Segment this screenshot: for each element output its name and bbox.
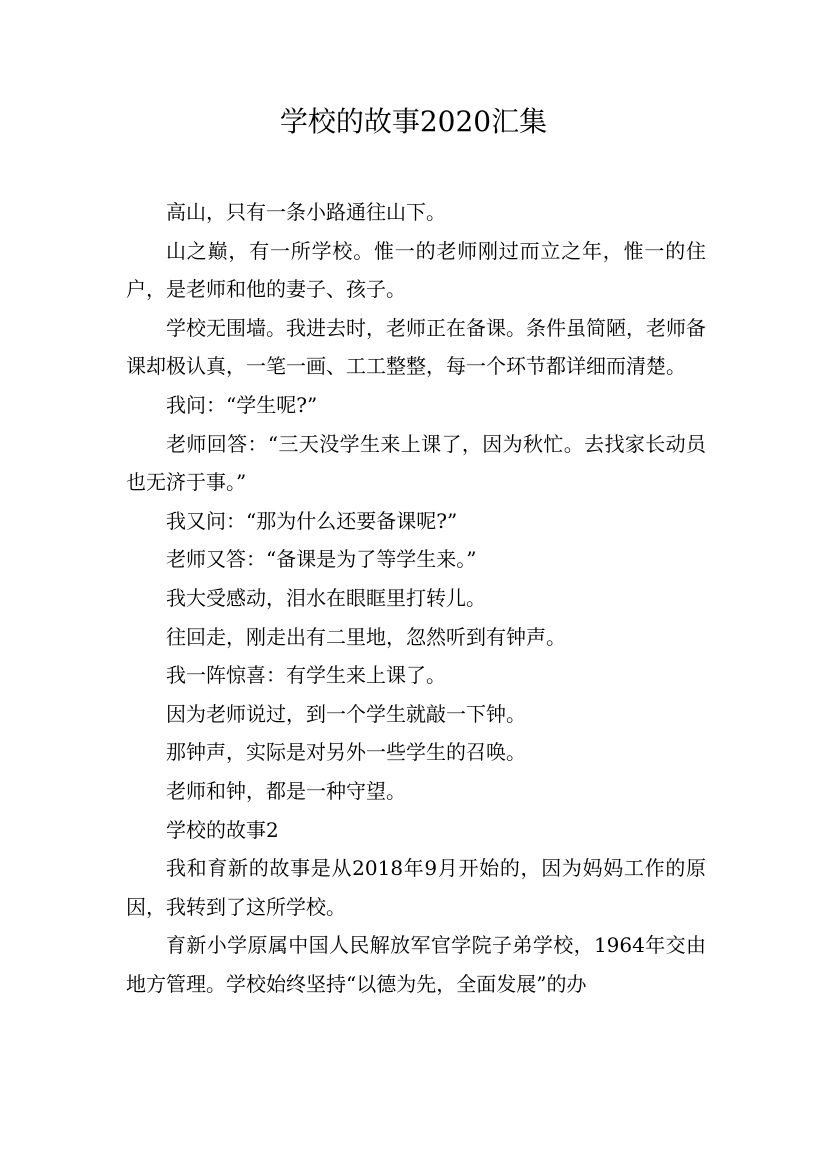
paragraph: 老师又答：“备课是为了等学生来。”	[166, 547, 477, 572]
document-body	[126, 193, 706, 1003]
paragraph: 我又问：“那为什么还要备课呢?”	[166, 508, 458, 533]
paragraph: 学校无围墙。我进去时，老师正在备课。条件虽简陋，老师备课却极认真，一笔一画、工工整整，每一个环节都详细而清楚。	[126, 315, 706, 379]
paragraph: 山之巅，有一所学校。惟一的老师刚过而立之年，惟一的住户，是老师和他的妻子、孩子。	[126, 238, 706, 302]
paragraph: 那钟声，实际是对另外一些学生的召唤。	[166, 740, 526, 765]
paragraph: 我一阵惊喜：有学生来上课了。	[166, 663, 446, 688]
paragraph: 我大受感动，泪水在眼眶里打转儿。	[166, 585, 486, 610]
paragraph: 我问：“学生呢?”	[166, 392, 318, 417]
paragraph: 高山，只有一条小路通往山下。	[166, 200, 446, 224]
paragraph: 因为老师说过，到一个学生就敲一下钟。	[166, 701, 526, 726]
section-heading: 学校的故事2	[166, 817, 279, 842]
paragraph: 往回走，刚走出有二里地，忽然听到有钟声。	[166, 624, 566, 649]
paragraph: 育新小学原属中国人民解放军官学院子弟学校，1964年交由地方管理。学校始终坚持“以德为先，全面发展”的办	[126, 933, 706, 996]
paragraph: 我和育新的故事是从2018年9月开始的，因为妈妈工作的原因，我转到了这所学校。	[126, 856, 706, 919]
paragraph: 老师回答：“三天没学生来上课了，因为秋忙。去找家长动员也无济于事。”	[126, 431, 706, 495]
document-title: 学校的故事2020汇集	[279, 105, 548, 138]
paragraph: 老师和钟，都是一种守望。	[166, 778, 406, 803]
